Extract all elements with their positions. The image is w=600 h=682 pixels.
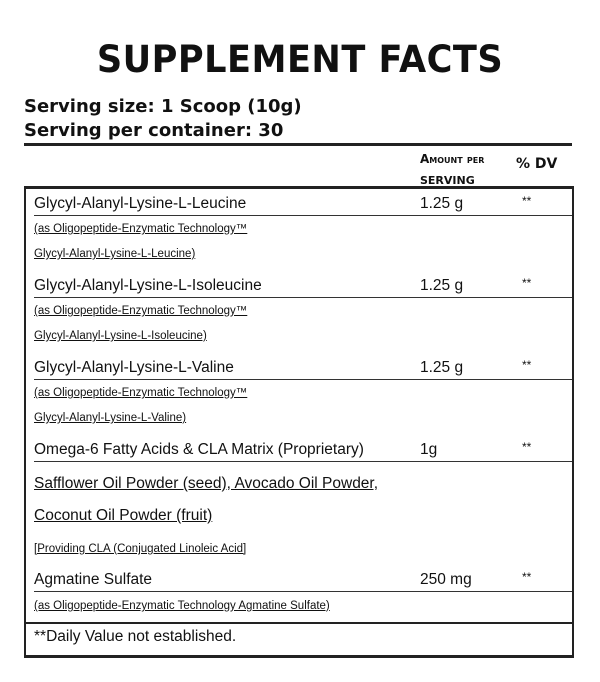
- nutrient-dv: **: [522, 358, 532, 372]
- servings-per-container: Serving per container: 30: [24, 120, 284, 141]
- nutrient-amount: 1.25 g: [420, 359, 464, 376]
- ingredient-subtext: (as Oligopeptide-Enzymatic Technology™: [34, 223, 248, 235]
- ingredient-subtext: [Providing CLA (Conjugated Linoleic Acid]: [34, 543, 247, 555]
- ingredient-subtext: Glycyl-Alanyl-Lysine-L-Leucine): [34, 248, 196, 260]
- footnote-divider: [24, 622, 574, 624]
- nutrient-row: [34, 357, 572, 380]
- ingredient-subline: [34, 245, 572, 263]
- ingredient-subtext: (as Oligopeptide-Enzymatic Technology Agmatine Sulfate): [34, 600, 330, 612]
- nutrient-amount: 250 mg: [420, 571, 472, 588]
- nutrient-amount: 1g: [420, 441, 438, 458]
- ingredient-subline: [34, 597, 572, 615]
- nutrient-row: [34, 569, 572, 592]
- ingredient-subtext: Glycyl-Alanyl-Lysine-L-Valine): [34, 412, 187, 424]
- ingredient-subline: [34, 409, 572, 427]
- nutrient-name: Omega-6 Fatty Acids & CLA Matrix (Proprietary): [34, 441, 364, 458]
- ingredient-subline: [34, 302, 572, 320]
- nutrient-name: Agmatine Sulfate: [34, 571, 153, 588]
- dv-column-header: % DV: [516, 156, 558, 172]
- amount-header-line1: Amount per: [420, 152, 485, 166]
- nutrient-amount: 1.25 g: [420, 195, 464, 212]
- nutrient-row: [34, 439, 572, 462]
- nutrient-amount: 1.25 g: [420, 277, 464, 294]
- nutrient-dv: **: [522, 570, 532, 584]
- ingredient-subtext: (as Oligopeptide-Enzymatic Technology™: [34, 305, 248, 317]
- nutrient-row: [34, 193, 572, 216]
- nutrient-name: Glycyl-Alanyl-Lysine-L-Leucine: [34, 195, 247, 212]
- nutrient-dv: **: [522, 276, 532, 290]
- nutrient-row: [34, 275, 572, 298]
- ingredient-subline: [34, 384, 572, 402]
- ingredient-subline: [34, 327, 572, 345]
- nutrient-name: Glycyl-Alanyl-Lysine-L-Valine: [34, 359, 234, 376]
- label-title: SUPPLEMENT FACTS: [96, 38, 504, 81]
- ingredient-subline: [34, 220, 572, 238]
- ingredient-line: [34, 473, 572, 495]
- ingredient-text: Coconut Oil Powder (fruit): [34, 507, 213, 524]
- ingredient-line: [34, 505, 572, 527]
- ingredient-subline: [34, 540, 572, 558]
- ingredient-text: Safflower Oil Powder (seed), Avocado Oil Powder,: [34, 475, 379, 492]
- footnote: **Daily Value not established.: [34, 628, 237, 645]
- nutrient-dv: **: [522, 194, 532, 208]
- header-divider: [24, 143, 572, 146]
- ingredient-subtext: Glycyl-Alanyl-Lysine-L-Isoleucine): [34, 330, 207, 342]
- ingredient-subtext: (as Oligopeptide-Enzymatic Technology™: [34, 387, 248, 399]
- nutrient-name: Glycyl-Alanyl-Lysine-L-Isoleucine: [34, 277, 262, 294]
- nutrient-dv: **: [522, 440, 532, 454]
- amount-header-line2: SERVING: [420, 174, 475, 187]
- serving-size: Serving size: 1 Scoop (10g): [24, 96, 302, 117]
